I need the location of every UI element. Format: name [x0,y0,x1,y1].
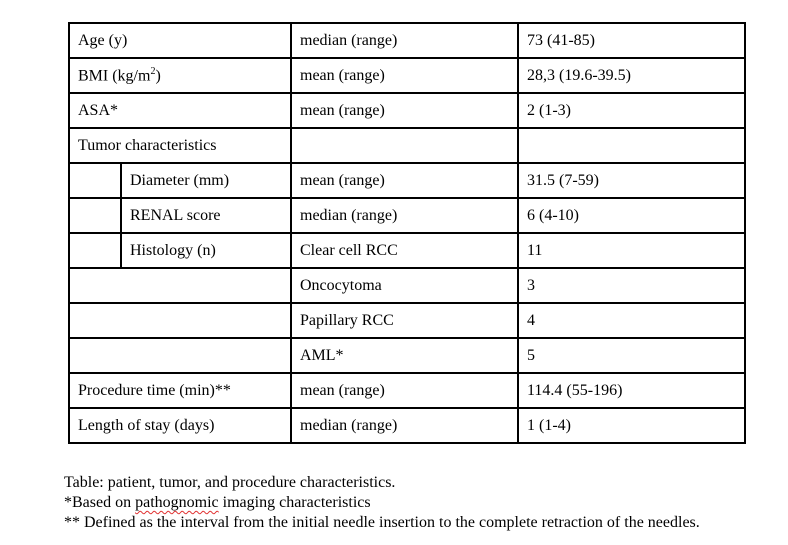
bmi-label-close: ) [155,67,161,85]
row-label: Age (y) [69,23,291,58]
row-label: RENAL score [121,198,291,233]
table-row [69,163,745,198]
row-label: Procedure time (min)** [69,373,291,408]
row-value: 73 (41-85) [518,23,745,58]
footnote-double-asterisk: ** Defined as the interval from the initial needle insertion to the complete retraction of the needles. [64,514,700,531]
row-label: Tumor characteristics [69,128,291,163]
table-row [69,93,745,128]
row-label: ASA* [69,93,291,128]
row-value: 4 [518,303,745,338]
row-value: 3 [518,268,745,303]
footnote-asterisk-start: *Based on [64,494,136,511]
bmi-label-superscript: 2 [150,65,156,77]
table-caption: Table: patient, tumor, and procedure characteristics. [64,474,396,491]
row-stat: mean (range) [291,373,518,408]
row-stat: mean (range) [291,58,518,93]
row-stat: Clear cell RCC [291,233,518,268]
indent-cell [69,198,121,233]
row-stat: AML* [291,338,518,373]
row-value: 114.4 (55-196) [518,373,745,408]
row-label: Histology (n) [121,233,291,268]
row-stat: mean (range) [291,93,518,128]
table-row [69,373,745,408]
table-row [69,58,745,93]
row-stat: mean (range) [291,163,518,198]
characteristics-table [68,22,746,444]
row-value: 31.5 (7-59) [518,163,745,198]
row-label [69,338,291,373]
row-value [518,128,745,163]
table-row [69,303,745,338]
row-stat: median (range) [291,23,518,58]
row-value: 28,3 (19.6-39.5) [518,58,745,93]
row-value: 11 [518,233,745,268]
row-label [69,58,291,93]
row-label [69,268,291,303]
row-stat: Oncocytoma [291,268,518,303]
row-value: 1 (1-4) [518,408,745,443]
row-label [69,303,291,338]
row-label: Diameter (mm) [121,163,291,198]
row-value: 6 (4-10) [518,198,745,233]
row-value: 2 (1-3) [518,93,745,128]
row-value: 5 [518,338,745,373]
row-stat: Papillary RCC [291,303,518,338]
table-row [69,128,745,163]
row-stat: median (range) [291,408,518,443]
table-row [69,338,745,373]
bmi-label-text: BMI (kg/m [78,67,151,85]
table-row [69,408,745,443]
table-row [69,233,745,268]
indent-cell [69,233,121,268]
footnote-asterisk-end: imaging characteristics [218,494,371,511]
spellcheck-flagged-word[interactable]: pathognomic [135,494,219,511]
table-row [69,268,745,303]
table-row [69,23,745,58]
row-stat: median (range) [291,198,518,233]
indent-cell [69,163,121,198]
table-row [69,198,745,233]
row-label: Length of stay (days) [69,408,291,443]
row-stat [291,128,518,163]
footnote-asterisk [64,493,371,513]
